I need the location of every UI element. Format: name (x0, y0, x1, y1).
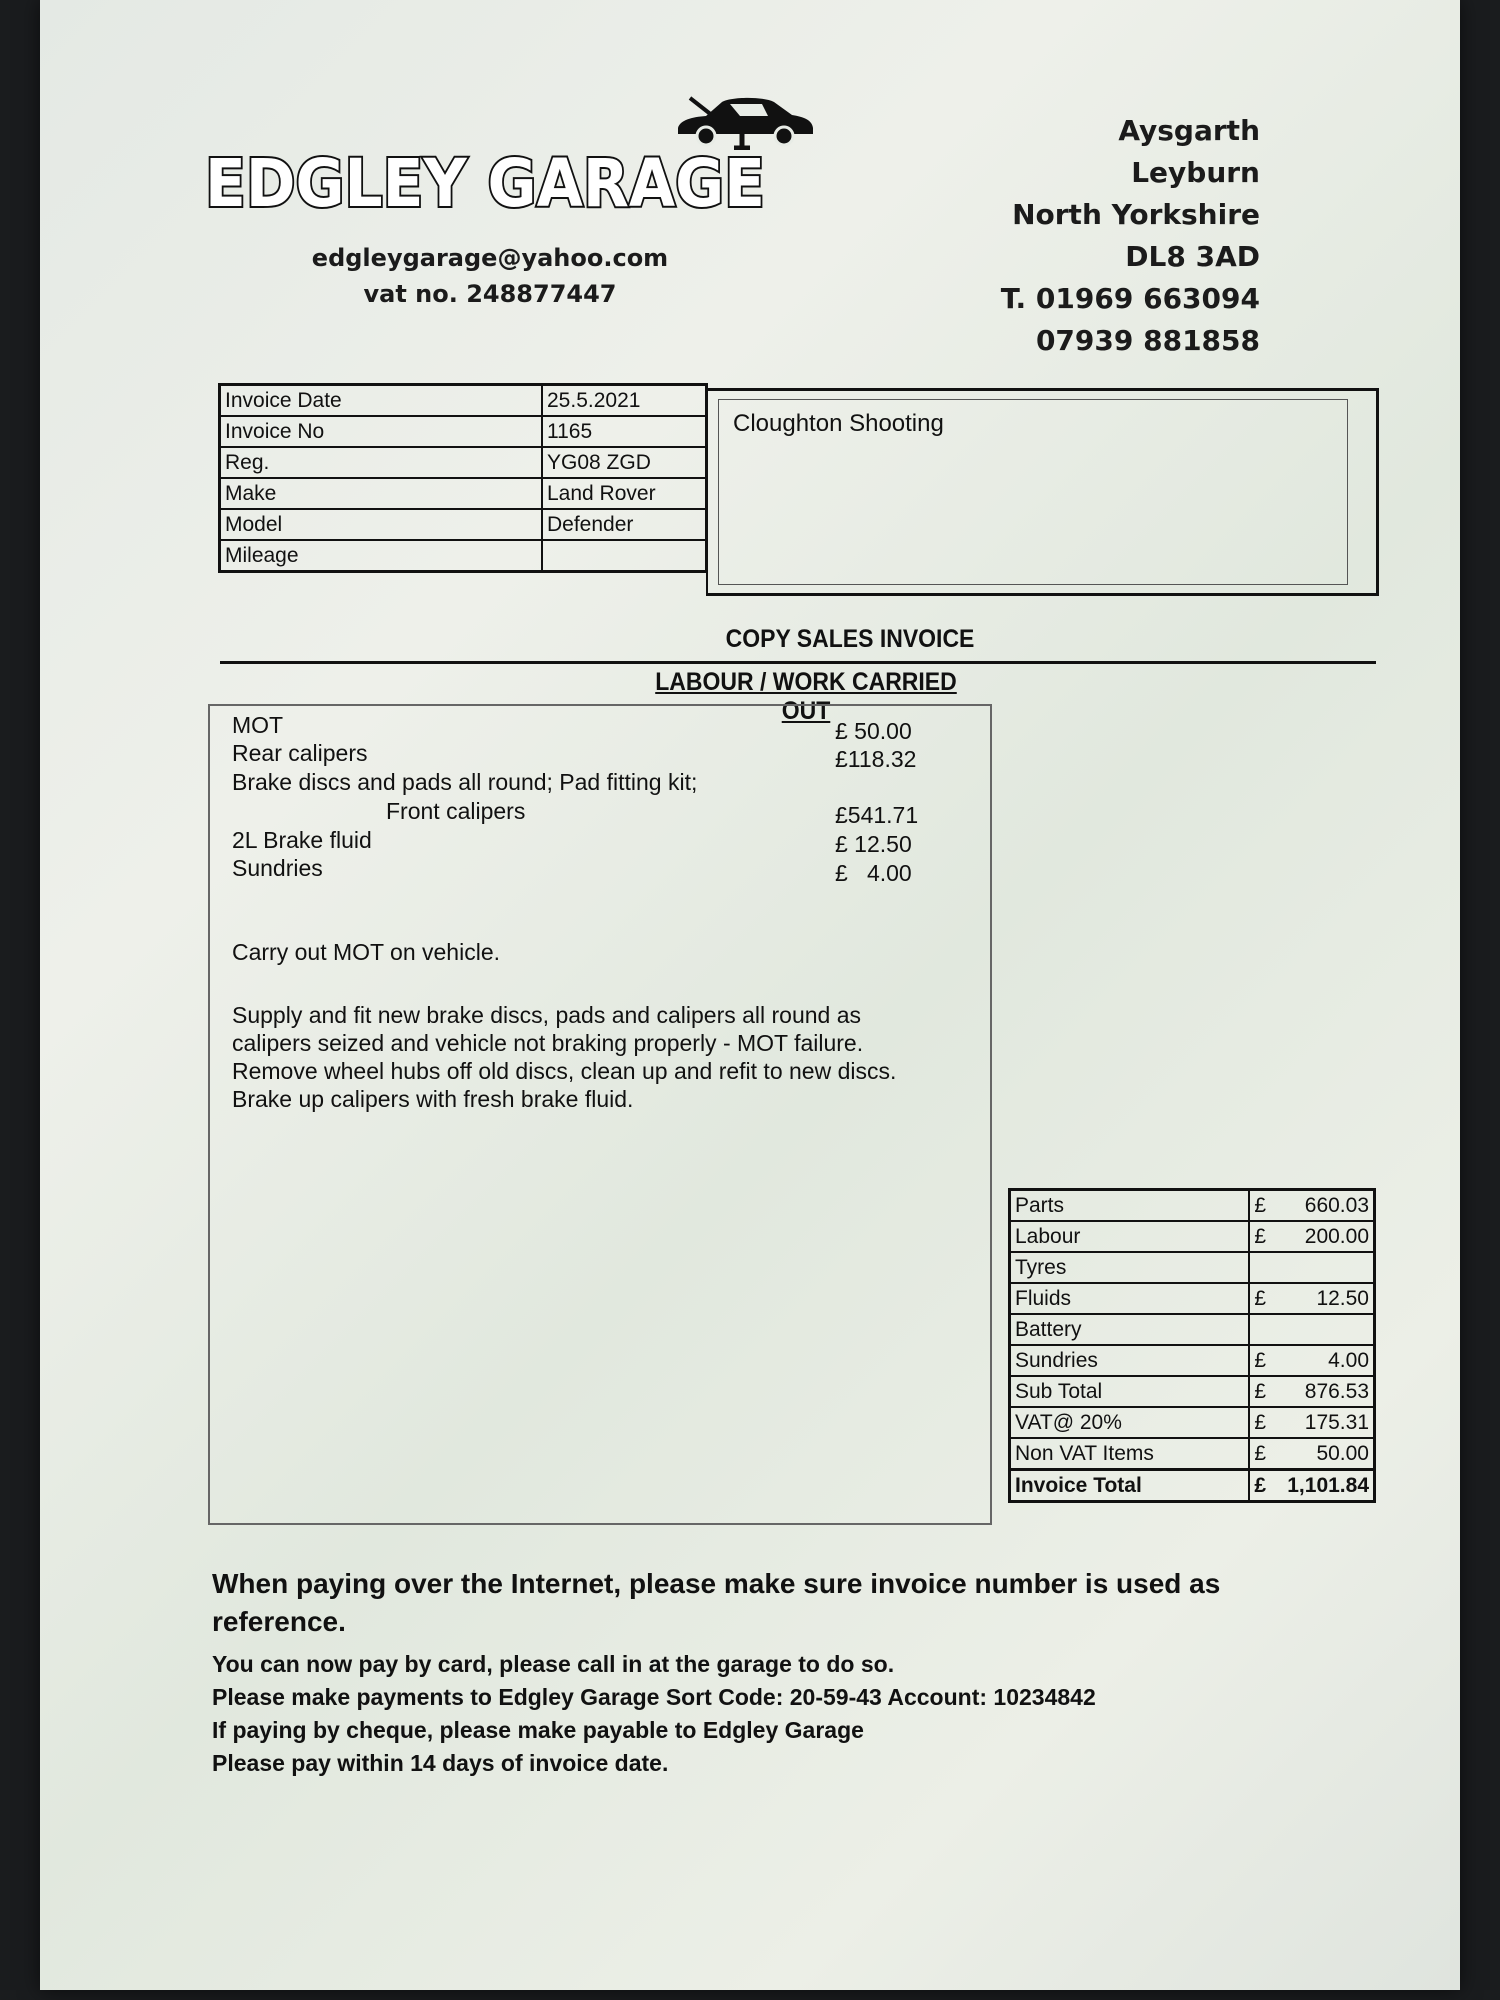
address-line: Leyburn (1131, 156, 1260, 189)
work-item-price: £541.71 (835, 802, 919, 828)
total-label: Fluids (1010, 1283, 1250, 1314)
detail-value: Defender (542, 509, 707, 540)
customer-box (706, 388, 1379, 596)
detail-value (542, 540, 707, 572)
table-row (1010, 1283, 1375, 1314)
total-amount: 660.03 (1278, 1190, 1374, 1222)
currency-symbol (1249, 1314, 1278, 1345)
total-label: Battery (1010, 1314, 1250, 1345)
detail-label: Invoice No (220, 416, 543, 447)
invoice-total-amount: 1,101.84 (1278, 1470, 1374, 1502)
payment-instructions (212, 1648, 1312, 1780)
table-row (1010, 1221, 1375, 1252)
detail-label: Reg. (220, 447, 543, 478)
divider (220, 661, 1376, 664)
detail-label: Make (220, 478, 543, 509)
total-amount: 12.50 (1278, 1283, 1374, 1314)
work-note: calipers seized and vehicle not braking properly - MOT failure. (232, 1030, 864, 1056)
detail-value: 25.5.2021 (542, 385, 707, 417)
section-title: LABOUR / WORK CARRIED OUT (655, 668, 957, 725)
company-address (1001, 110, 1260, 362)
currency-symbol: £ (1249, 1438, 1278, 1470)
currency-symbol (1249, 1252, 1278, 1283)
work-item-price: £118.32 (835, 746, 917, 772)
company-email: edgleygarage@yahoo.com (311, 244, 669, 272)
total-amount: 50.00 (1278, 1438, 1374, 1470)
work-item: MOT (232, 712, 284, 738)
currency-symbol: £ (1249, 1407, 1278, 1438)
total-amount (1278, 1314, 1374, 1345)
invoice-total-row (1010, 1470, 1375, 1502)
work-item: Front calipers (386, 798, 526, 824)
phone-mobile: 07939 881858 (1035, 324, 1260, 357)
work-item-price: £ 4.00 (835, 860, 912, 886)
detail-value: Land Rover (542, 478, 707, 509)
address-line: North Yorkshire (1012, 198, 1260, 231)
table-row (1010, 1407, 1375, 1438)
work-note: Carry out MOT on vehicle. (232, 939, 501, 965)
invoice-paper (40, 0, 1460, 1990)
table-row (1010, 1345, 1375, 1376)
total-amount: 876.53 (1278, 1376, 1374, 1407)
total-label: Non VAT Items (1010, 1438, 1250, 1470)
total-label: VAT@ 20% (1010, 1407, 1250, 1438)
table-row (1010, 1252, 1375, 1283)
work-carried-out-box (208, 704, 992, 1525)
address-line: Aysgarth (1118, 114, 1260, 147)
currency-symbol: £ (1249, 1283, 1278, 1314)
total-amount (1278, 1252, 1374, 1283)
phone-landline: T. 01969 663094 (1000, 282, 1260, 315)
table-row (220, 416, 707, 447)
total-label: Labour (1010, 1221, 1250, 1252)
total-label: Parts (1010, 1190, 1250, 1222)
detail-value: 1165 (542, 416, 707, 447)
currency-symbol: £ (1249, 1221, 1278, 1252)
total-label: Invoice Total (1010, 1470, 1250, 1502)
work-note: Supply and fit new brake discs, pads and calipers all round as (232, 1002, 862, 1028)
total-amount: 175.31 (1278, 1407, 1374, 1438)
total-label: Sundries (1010, 1345, 1250, 1376)
detail-label: Invoice Date (220, 385, 543, 417)
address-postcode: DL8 3AD (1125, 240, 1260, 273)
invoice-details-table (218, 383, 708, 573)
totals-table (1008, 1188, 1376, 1503)
company-logo (195, 140, 775, 230)
customer-name: Cloughton Shooting (718, 399, 1348, 585)
work-item-price: £ 12.50 (835, 831, 912, 857)
total-amount: 4.00 (1278, 1345, 1374, 1376)
table-row (220, 385, 707, 417)
table-row (220, 447, 707, 478)
work-item: Brake discs and pads all round; Pad fitting kit; (232, 769, 698, 795)
table-row (1010, 1314, 1375, 1345)
total-amount: 200.00 (1278, 1221, 1374, 1252)
total-label: Sub Total (1010, 1376, 1250, 1407)
table-row (1010, 1376, 1375, 1407)
work-item-price: £ 50.00 (835, 718, 912, 744)
table-row (220, 478, 707, 509)
detail-value: YG08 ZGD (542, 447, 707, 478)
payment-line: Please pay within 14 days of invoice date. (212, 1750, 669, 1776)
currency-symbol: £ (1249, 1470, 1278, 1502)
work-note: Brake up calipers with fresh brake fluid. (232, 1086, 634, 1112)
table-row (1010, 1190, 1375, 1222)
contact-info (270, 240, 710, 312)
payment-line: Please make payments to Edgley Garage Sort Code: 20-59-43 Account: 10234842 (212, 1684, 1096, 1710)
document-title: COPY SALES INVOICE (725, 625, 975, 653)
work-item: Sundries (232, 855, 323, 881)
currency-symbol: £ (1249, 1190, 1278, 1222)
company-vat: vat no. 248877447 (363, 280, 617, 308)
detail-label: Model (220, 509, 543, 540)
payment-line: You can now pay by card, please call in at the garage to do so. (212, 1651, 895, 1677)
table-row (220, 509, 707, 540)
company-name: EDGLEY GARAGE (205, 145, 765, 222)
payment-line: If paying by cheque, please make payable to Edgley Garage (212, 1717, 864, 1743)
currency-symbol: £ (1249, 1345, 1278, 1376)
table-row (1010, 1438, 1375, 1470)
table-row (220, 540, 707, 572)
payment-reference-note: When paying over the Internet, please make sure invoice number is used as reference. (212, 1568, 1221, 1637)
detail-label: Mileage (220, 540, 543, 572)
currency-symbol: £ (1249, 1376, 1278, 1407)
work-note: Remove wheel hubs off old discs, clean up and refit to new discs. (232, 1058, 897, 1084)
work-item: Rear calipers (232, 740, 368, 766)
total-label: Tyres (1010, 1252, 1250, 1283)
work-item: 2L Brake fluid (232, 827, 372, 853)
